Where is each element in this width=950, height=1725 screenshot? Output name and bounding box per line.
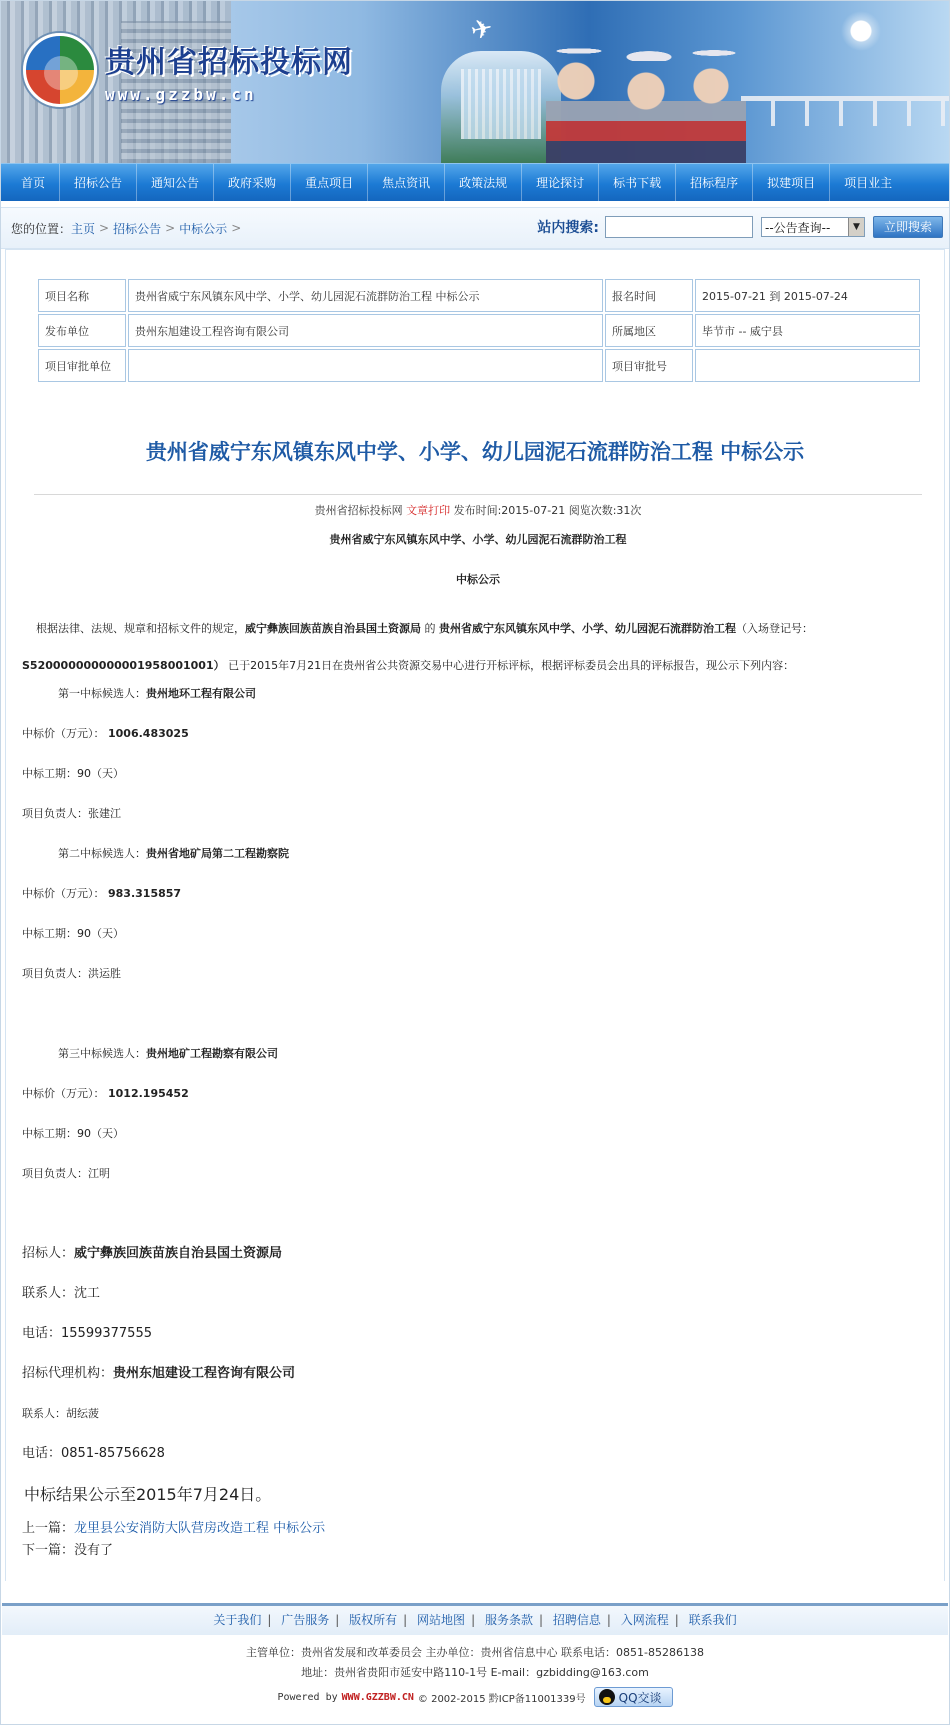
logo-text — [105, 37, 353, 104]
footer-link-about[interactable]: 关于我们 — [213, 1613, 262, 1627]
location-label: 您的位置： — [11, 221, 72, 236]
spacer — [22, 1204, 934, 1244]
footer-link-ads[interactable]: 广告服务 — [281, 1613, 330, 1627]
footer-link-copyright[interactable]: 版权所有 — [349, 1613, 398, 1627]
search-select-value: --公告查询-- — [765, 220, 831, 235]
candidate-1-price: 中标价（万元）： 1006.483025 — [22, 727, 189, 740]
chevron-down-icon[interactable]: ▼ — [848, 218, 864, 236]
body-intro: 根据法律、法规、规章和招标文件的规定，威宁彝族回族苗族自治县国土资源局 的 贵州省威宁东风镇东风中学、小学、幼儿园泥石流群防治工程（入场登记号：S520000000000001958001001） 已于2015年7月21日在贵州省公共资源交易中心进行开标评标，根据评标委员会出具的评标报告，现公示下列内容： — [22, 622, 813, 672]
agency-contact: 联系人：胡纭菠 — [22, 1407, 99, 1420]
footer-links: 关于我们 | 广告服务 | 版权所有 | 网站地图 | 服务条款 | 招聘信息 | 入网流程 | 联系我们 — [2, 1603, 948, 1635]
table-row — [38, 279, 920, 312]
body-heading-2: 中标公示 — [456, 573, 500, 586]
table-row — [38, 349, 920, 382]
approval-no-value — [695, 349, 920, 382]
nav-item-tender-notices[interactable]: 招标公告 — [60, 164, 137, 202]
article-meta — [34, 494, 922, 518]
search-category-select[interactable] — [761, 217, 865, 237]
header-banner — [1, 1, 949, 163]
search-input[interactable] — [605, 216, 753, 238]
location-bar — [1, 207, 949, 249]
bridge-image — [741, 96, 949, 126]
search-button[interactable]: 立即搜索 — [873, 216, 943, 238]
candidate-2-manager: 项目负责人：洪运胜 — [22, 967, 121, 980]
candidate-3-manager: 项目负责人：江明 — [22, 1167, 110, 1180]
footer-link-terms[interactable]: 服务条款 — [484, 1613, 533, 1627]
next-article: 下一篇：没有了 — [22, 1543, 114, 1558]
footer-link-jobs[interactable]: 招聘信息 — [552, 1613, 601, 1627]
article-title: 贵州省威宁东风镇东风中学、小学、幼儿园泥石流群防治工程 中标公示 — [145, 439, 805, 464]
signup-time-label: 报名时间 — [605, 279, 693, 312]
tenderer-phone: 电话：15599377555 — [22, 1326, 152, 1341]
approval-unit-value — [128, 349, 603, 382]
project-name-value: 贵州省威宁东风镇东风中学、小学、幼儿园泥石流群防治工程 中标公示 — [128, 279, 603, 312]
table-row — [38, 314, 920, 347]
site-title: 贵州省招标投标网 — [105, 44, 353, 80]
nav-item-gov-procurement[interactable]: 政府采购 — [214, 164, 291, 202]
meta-publish-info: 发布时间:2015-07-21 阅览次数:31次 — [453, 504, 642, 517]
breadcrumb-home[interactable]: 主页 — [71, 221, 96, 236]
agency-phone: 电话：0851-85756628 — [22, 1446, 165, 1461]
article-body — [22, 530, 934, 1562]
footer-brand-link[interactable]: WWW.GZZBW.CN — [341, 1691, 414, 1703]
candidate-3-period: 中标工期：90（天） — [22, 1127, 124, 1140]
candidate-2: 第二中标候选人：贵州省地矿局第二工程勘察院 — [58, 847, 289, 860]
print-article-link[interactable]: 文章打印 — [406, 504, 451, 517]
nav-item-key-projects[interactable]: 重点项目 — [291, 164, 368, 202]
region-label: 所属地区 — [605, 314, 693, 347]
agency: 招标代理机构：贵州东旭建设工程咨询有限公司 — [22, 1366, 296, 1381]
project-info-table — [36, 277, 922, 384]
footer-link-sitemap[interactable]: 网站地图 — [417, 1613, 466, 1627]
publisher-value: 贵州东旭建设工程咨询有限公司 — [128, 314, 603, 347]
search-label: 站内搜索: — [537, 220, 599, 236]
publicity-deadline: 中标结果公示至2015年7月24日。 — [24, 1485, 272, 1504]
candidate-3-price: 中标价（万元）： 1012.195452 — [22, 1087, 189, 1100]
powered-by: Powered by — [277, 1691, 338, 1703]
nav-item-downloads[interactable]: 标书下载 — [599, 164, 676, 202]
nav-item-policy[interactable]: 政策法规 — [445, 164, 522, 202]
waterfall-image — [441, 51, 561, 163]
breadcrumb-separator-icon: > — [165, 221, 176, 235]
project-name-label: 项目名称 — [38, 279, 126, 312]
sun-image — [841, 11, 881, 51]
nav-item-procedure[interactable]: 招标程序 — [676, 164, 753, 202]
prev-article: 上一篇：龙里县公安消防大队营房改造工程 中标公示 — [22, 1521, 326, 1536]
approval-no-label: 项目审批号 — [605, 349, 693, 382]
footer-link-join[interactable]: 入网流程 — [620, 1613, 669, 1627]
prev-article-link[interactable]: 龙里县公安消防大队营房改造工程 中标公示 — [74, 1521, 326, 1536]
candidate-1-manager: 项目负责人：张建江 — [22, 807, 121, 820]
signup-time-value: 2015-07-21 到 2015-07-24 — [695, 279, 920, 312]
nav-item-home[interactable]: 首页 — [7, 164, 60, 202]
publisher-label: 发布单位 — [38, 314, 126, 347]
airplane-icon: ✈ — [468, 13, 496, 47]
nav-item-notifications[interactable]: 通知公告 — [137, 164, 214, 202]
qq-chat-button[interactable] — [594, 1687, 673, 1707]
body-heading-1: 贵州省威宁东风镇东风中学、小学、幼儿园泥石流群防治工程 — [329, 533, 627, 546]
spacer — [22, 1004, 934, 1044]
site-logo[interactable] — [23, 33, 353, 107]
candidate-1: 第一中标候选人：贵州地环工程有限公司 — [58, 687, 256, 700]
footer-copyright: © 2002-2015 黔ICP备11001339号 — [417, 1693, 586, 1705]
people-image — [546, 41, 746, 163]
logo-emblem-icon — [23, 33, 97, 107]
footer — [2, 1603, 948, 1711]
qq-chat-label: QQ交谈 — [618, 1690, 662, 1705]
main-content — [5, 249, 945, 1581]
site-search — [537, 216, 943, 238]
approval-unit-label: 项目审批单位 — [38, 349, 126, 382]
tenderer-contact: 联系人：沈工 — [22, 1286, 101, 1301]
nav-item-focus-news[interactable]: 焦点资讯 — [368, 164, 445, 202]
breadcrumb-tender-notices[interactable]: 招标公告 — [113, 221, 162, 236]
nav-item-owners[interactable]: 项目业主 — [844, 175, 893, 190]
candidate-2-period: 中标工期：90（天） — [22, 927, 124, 940]
footer-powered — [2, 1683, 948, 1711]
candidate-3: 第三中标候选人：贵州地矿工程勘察有限公司 — [58, 1047, 278, 1060]
breadcrumb-separator-icon: > — [99, 221, 110, 235]
footer-organizer: 主管单位：贵州省发展和改革委员会 主办单位：贵州省信息中心 联系电话：0851-85286138 — [246, 1646, 704, 1659]
breadcrumb-award-notice[interactable]: 中标公示 — [179, 221, 228, 236]
candidate-2-price: 中标价（万元）： 983.315857 — [22, 887, 182, 900]
tenderer: 招标人：威宁彝族回族苗族自治县国土资源局 — [22, 1246, 283, 1261]
main-nav — [1, 163, 949, 201]
breadcrumb-separator-icon: > — [231, 221, 242, 235]
footer-link-contact[interactable]: 联系我们 — [688, 1613, 737, 1627]
candidate-1-period: 中标工期：90（天） — [22, 767, 124, 780]
nav-item-theory[interactable]: 理论探讨 — [522, 164, 599, 202]
region-value: 毕节市 -- 威宁县 — [695, 314, 920, 347]
footer-address: 地址：贵州省贵阳市延安中路110-1号 E-mail：gzbidding@163.com — [301, 1666, 649, 1679]
nav-item-planned-projects[interactable]: 拟建项目 — [753, 164, 830, 202]
meta-source: 贵州省招标投标网 — [314, 504, 403, 517]
qq-penguin-icon — [599, 1689, 615, 1705]
site-url: www.gzzbw.cn — [105, 84, 257, 104]
